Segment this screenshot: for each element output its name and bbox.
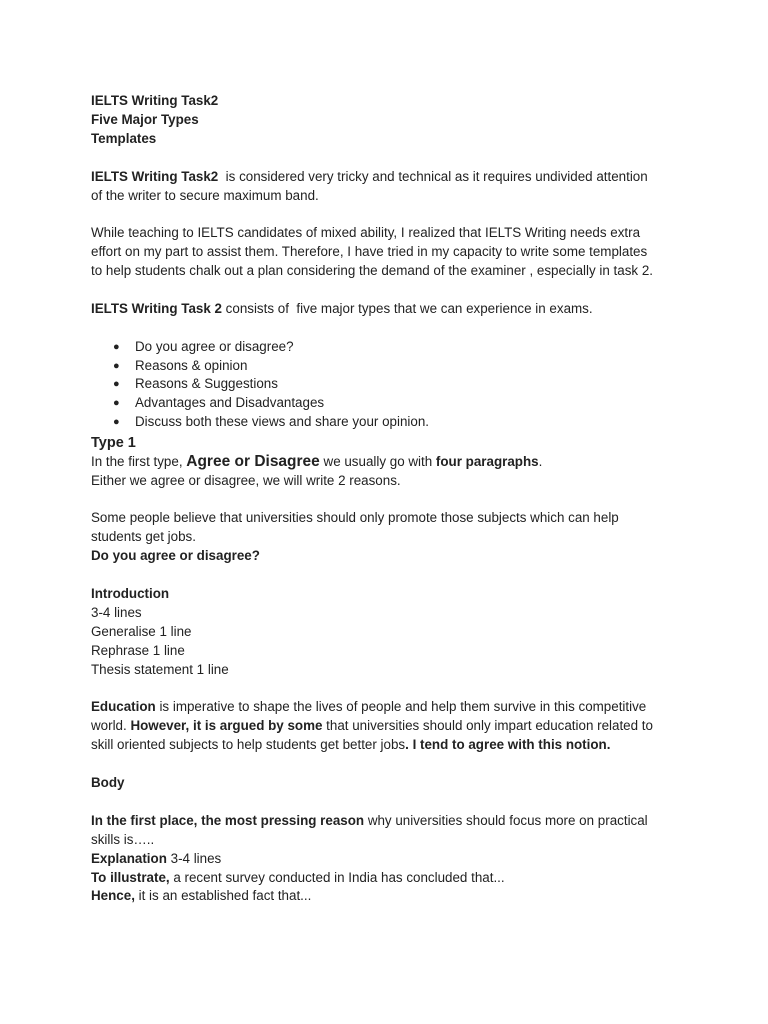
body-line-2: skills is….. xyxy=(91,831,155,847)
types-paragraph xyxy=(91,300,691,319)
sample-question xyxy=(91,509,691,566)
types-bold-lead: IELTS Writing Task 2 xyxy=(91,300,222,316)
bullet-icon: ● xyxy=(113,340,120,353)
question-line-1: Some people believe that universities should only promote those subjects which can help xyxy=(91,510,619,526)
doc-title-line-1: IELTS Writing Task2 xyxy=(91,93,219,108)
list-item: ● Discuss both these views and share your opinion. xyxy=(113,413,691,432)
introduction-item: 3-4 lines xyxy=(91,604,142,620)
list-item: ● Advantages and Disadvantages xyxy=(113,394,691,413)
types-text: consists of five major types that we can experience in exams. xyxy=(221,300,593,316)
document-page xyxy=(91,92,691,906)
question-line-2: students get jobs. xyxy=(91,529,196,545)
sample-introduction: Education is imperative to shape the lives of people and help them survive in this competitive world. However, it is argued by some that universities should only impart education related to skill oriented subjects to help students get better jobs. I tend to agree with this notion. xyxy=(91,699,653,753)
teaching-line-3: to help students chalk out a plan considering the demand of the examiner , especially in task 2. xyxy=(91,263,654,279)
body-heading: Body xyxy=(91,775,125,791)
doc-title-line-3: Templates xyxy=(91,130,157,146)
four-paragraphs-label: four paragraphs xyxy=(435,453,539,469)
introduction-item: Rephrase 1 line xyxy=(91,642,185,658)
list-item: ● Reasons & opinion xyxy=(113,357,691,376)
introduction-heading: Introduction xyxy=(91,586,170,602)
body-section: Body In the first place, the most pressing reason why universities should focus more on practical skills is….. Explanation 3-4 lines To illustrate, a recent survey conducted in India has concluded that... Hence, it is an established fact that... xyxy=(91,774,691,906)
type1-line-2: Either we agree or disagree, we will write 2 reasons. xyxy=(91,472,401,488)
question-prompt: Do you agree or disagree? xyxy=(91,548,260,564)
teaching-paragraph xyxy=(91,224,691,281)
intro-text: is considered very tricky and technical as it requires undivided attention xyxy=(218,168,648,184)
bullet-icon: ● xyxy=(113,397,120,410)
bullet-icon: ● xyxy=(113,359,120,372)
bullet-icon: ● xyxy=(113,378,120,391)
intro-text-line-2: of the writer to secure maximum band. xyxy=(91,187,319,203)
doc-title-line-2: Five Major Types xyxy=(91,111,199,127)
types-bullet-list xyxy=(91,338,691,432)
intro-paragraph xyxy=(91,168,691,206)
bullet-icon: ● xyxy=(113,415,120,428)
intro-bold-lead: IELTS Writing Task2 xyxy=(91,168,219,184)
type1-heading: Type 1 xyxy=(91,434,136,451)
agree-disagree-label: Agree or Disagree xyxy=(186,452,320,470)
introduction-item: Generalise 1 line xyxy=(91,623,192,639)
teaching-line-2: effort on my part to assist them. Therefore, I have tried in my capacity to write some templates xyxy=(91,244,648,260)
teaching-line-1: While teaching to IELTS candidates of mixed ability, I realized that IELTS Writing needs extra xyxy=(91,225,641,241)
type1-paragraph: In the first type, Agree or Disagree we usually go with four paragraphs. Either we agree or disagree, we will write 2 reasons. xyxy=(91,453,691,491)
list-item: ● Do you agree or disagree? xyxy=(113,338,691,357)
introduction-item: Thesis statement 1 line xyxy=(91,661,229,677)
introduction-section xyxy=(91,585,691,680)
list-item: ● Reasons & Suggestions xyxy=(113,375,691,394)
